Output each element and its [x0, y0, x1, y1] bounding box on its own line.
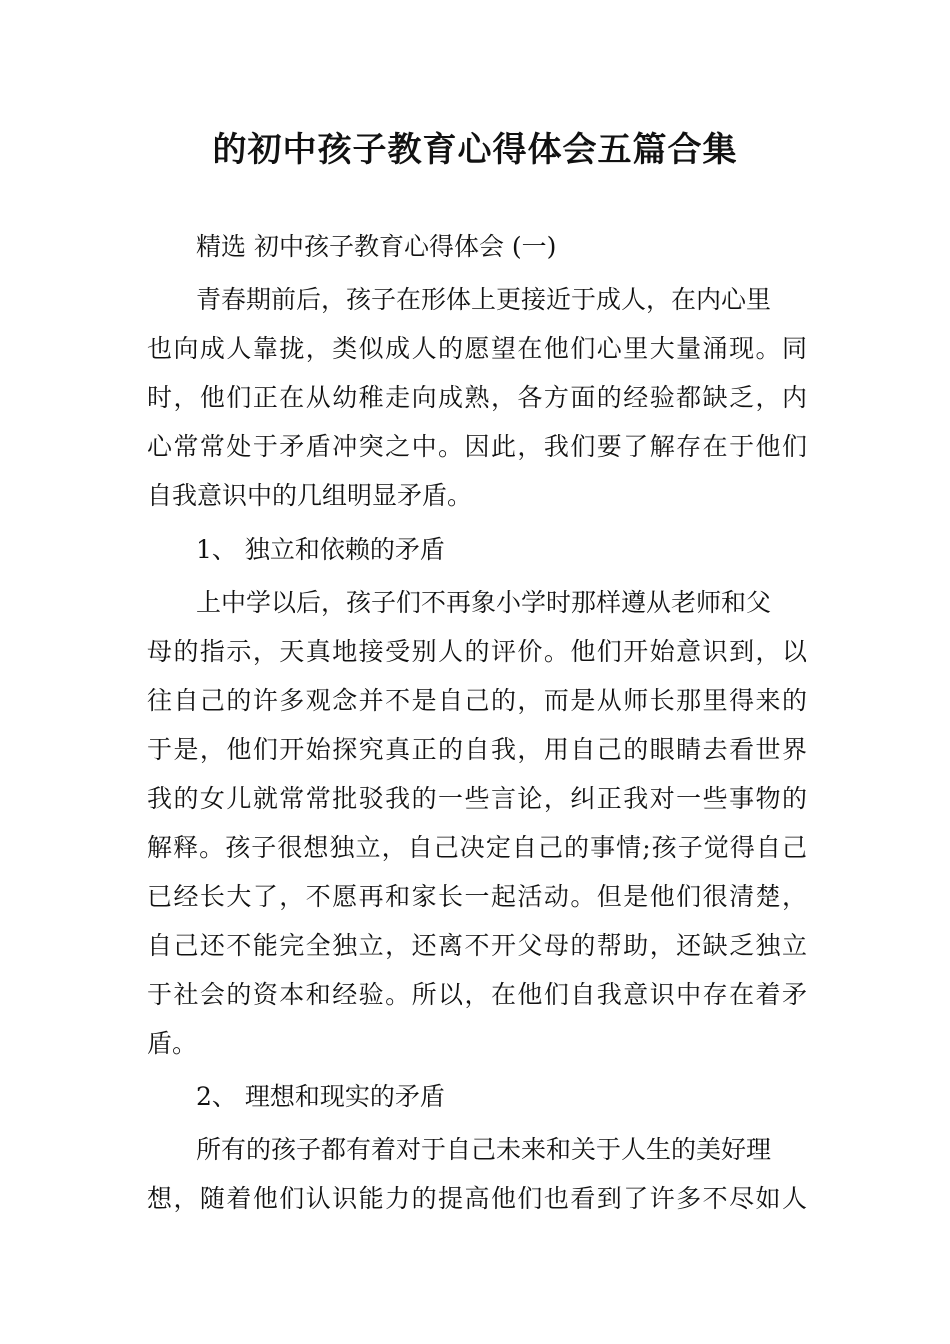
paragraph-line: 上中学以后，孩子们不再象小学时那样遵从老师和父 — [196, 588, 772, 617]
document-title: 的初中孩子教育心得体会五篇合集 — [212, 130, 738, 170]
paragraph-line: 盾。 — [147, 1029, 198, 1058]
paragraph-line: 于社会的资本和经验。所以，在他们自我意识中存在着矛 — [147, 980, 807, 1009]
section-heading: 精选 初中孩子教育心得体会 (一) — [196, 232, 557, 261]
list-item-heading: 1、 独立和依赖的矛盾 — [196, 535, 445, 564]
paragraph-line: 也向成人靠拢，类似成人的愿望在他们心里大量涌现。同 — [147, 334, 807, 363]
paragraph-line: 所有的孩子都有着对于自己未来和关于人生的美好理 — [196, 1135, 772, 1164]
paragraph-line: 心常常处于矛盾冲突之中。因此，我们要了解存在于他们 — [147, 432, 807, 461]
paragraph-line: 自己还不能完全独立，还离不开父母的帮助，还缺乏独立 — [147, 931, 807, 960]
paragraph-line: 想，随着他们认识能力的提高他们也看到了许多不尽如人 — [147, 1184, 807, 1213]
paragraph-line: 时，他们正在从幼稚走向成熟，各方面的经验都缺乏，内 — [147, 383, 807, 412]
paragraph-line: 母的指示，天真地接受别人的评价。他们开始意识到，以 — [147, 637, 807, 666]
paragraph-line: 解释。孩子很想独立，自己决定自己的事情;孩子觉得自己 — [147, 833, 807, 862]
list-item-heading: 2、 理想和现实的矛盾 — [196, 1082, 445, 1111]
paragraph-line: 往自己的许多观念并不是自己的，而是从师长那里得来的 — [147, 686, 807, 715]
paragraph-line: 自我意识中的几组明显矛盾。 — [147, 481, 473, 510]
paragraph-line: 我的女儿就常常批驳我的一些言论，纠正我对一些事物的 — [147, 784, 807, 813]
paragraph-line: 已经长大了，不愿再和家长一起活动。但是他们很清楚， — [147, 882, 807, 911]
paragraph-line: 青春期前后，孩子在形体上更接近于成人，在内心里 — [196, 285, 772, 314]
paragraph-line: 于是，他们开始探究真正的自我，用自己的眼睛去看世界 — [147, 735, 807, 764]
